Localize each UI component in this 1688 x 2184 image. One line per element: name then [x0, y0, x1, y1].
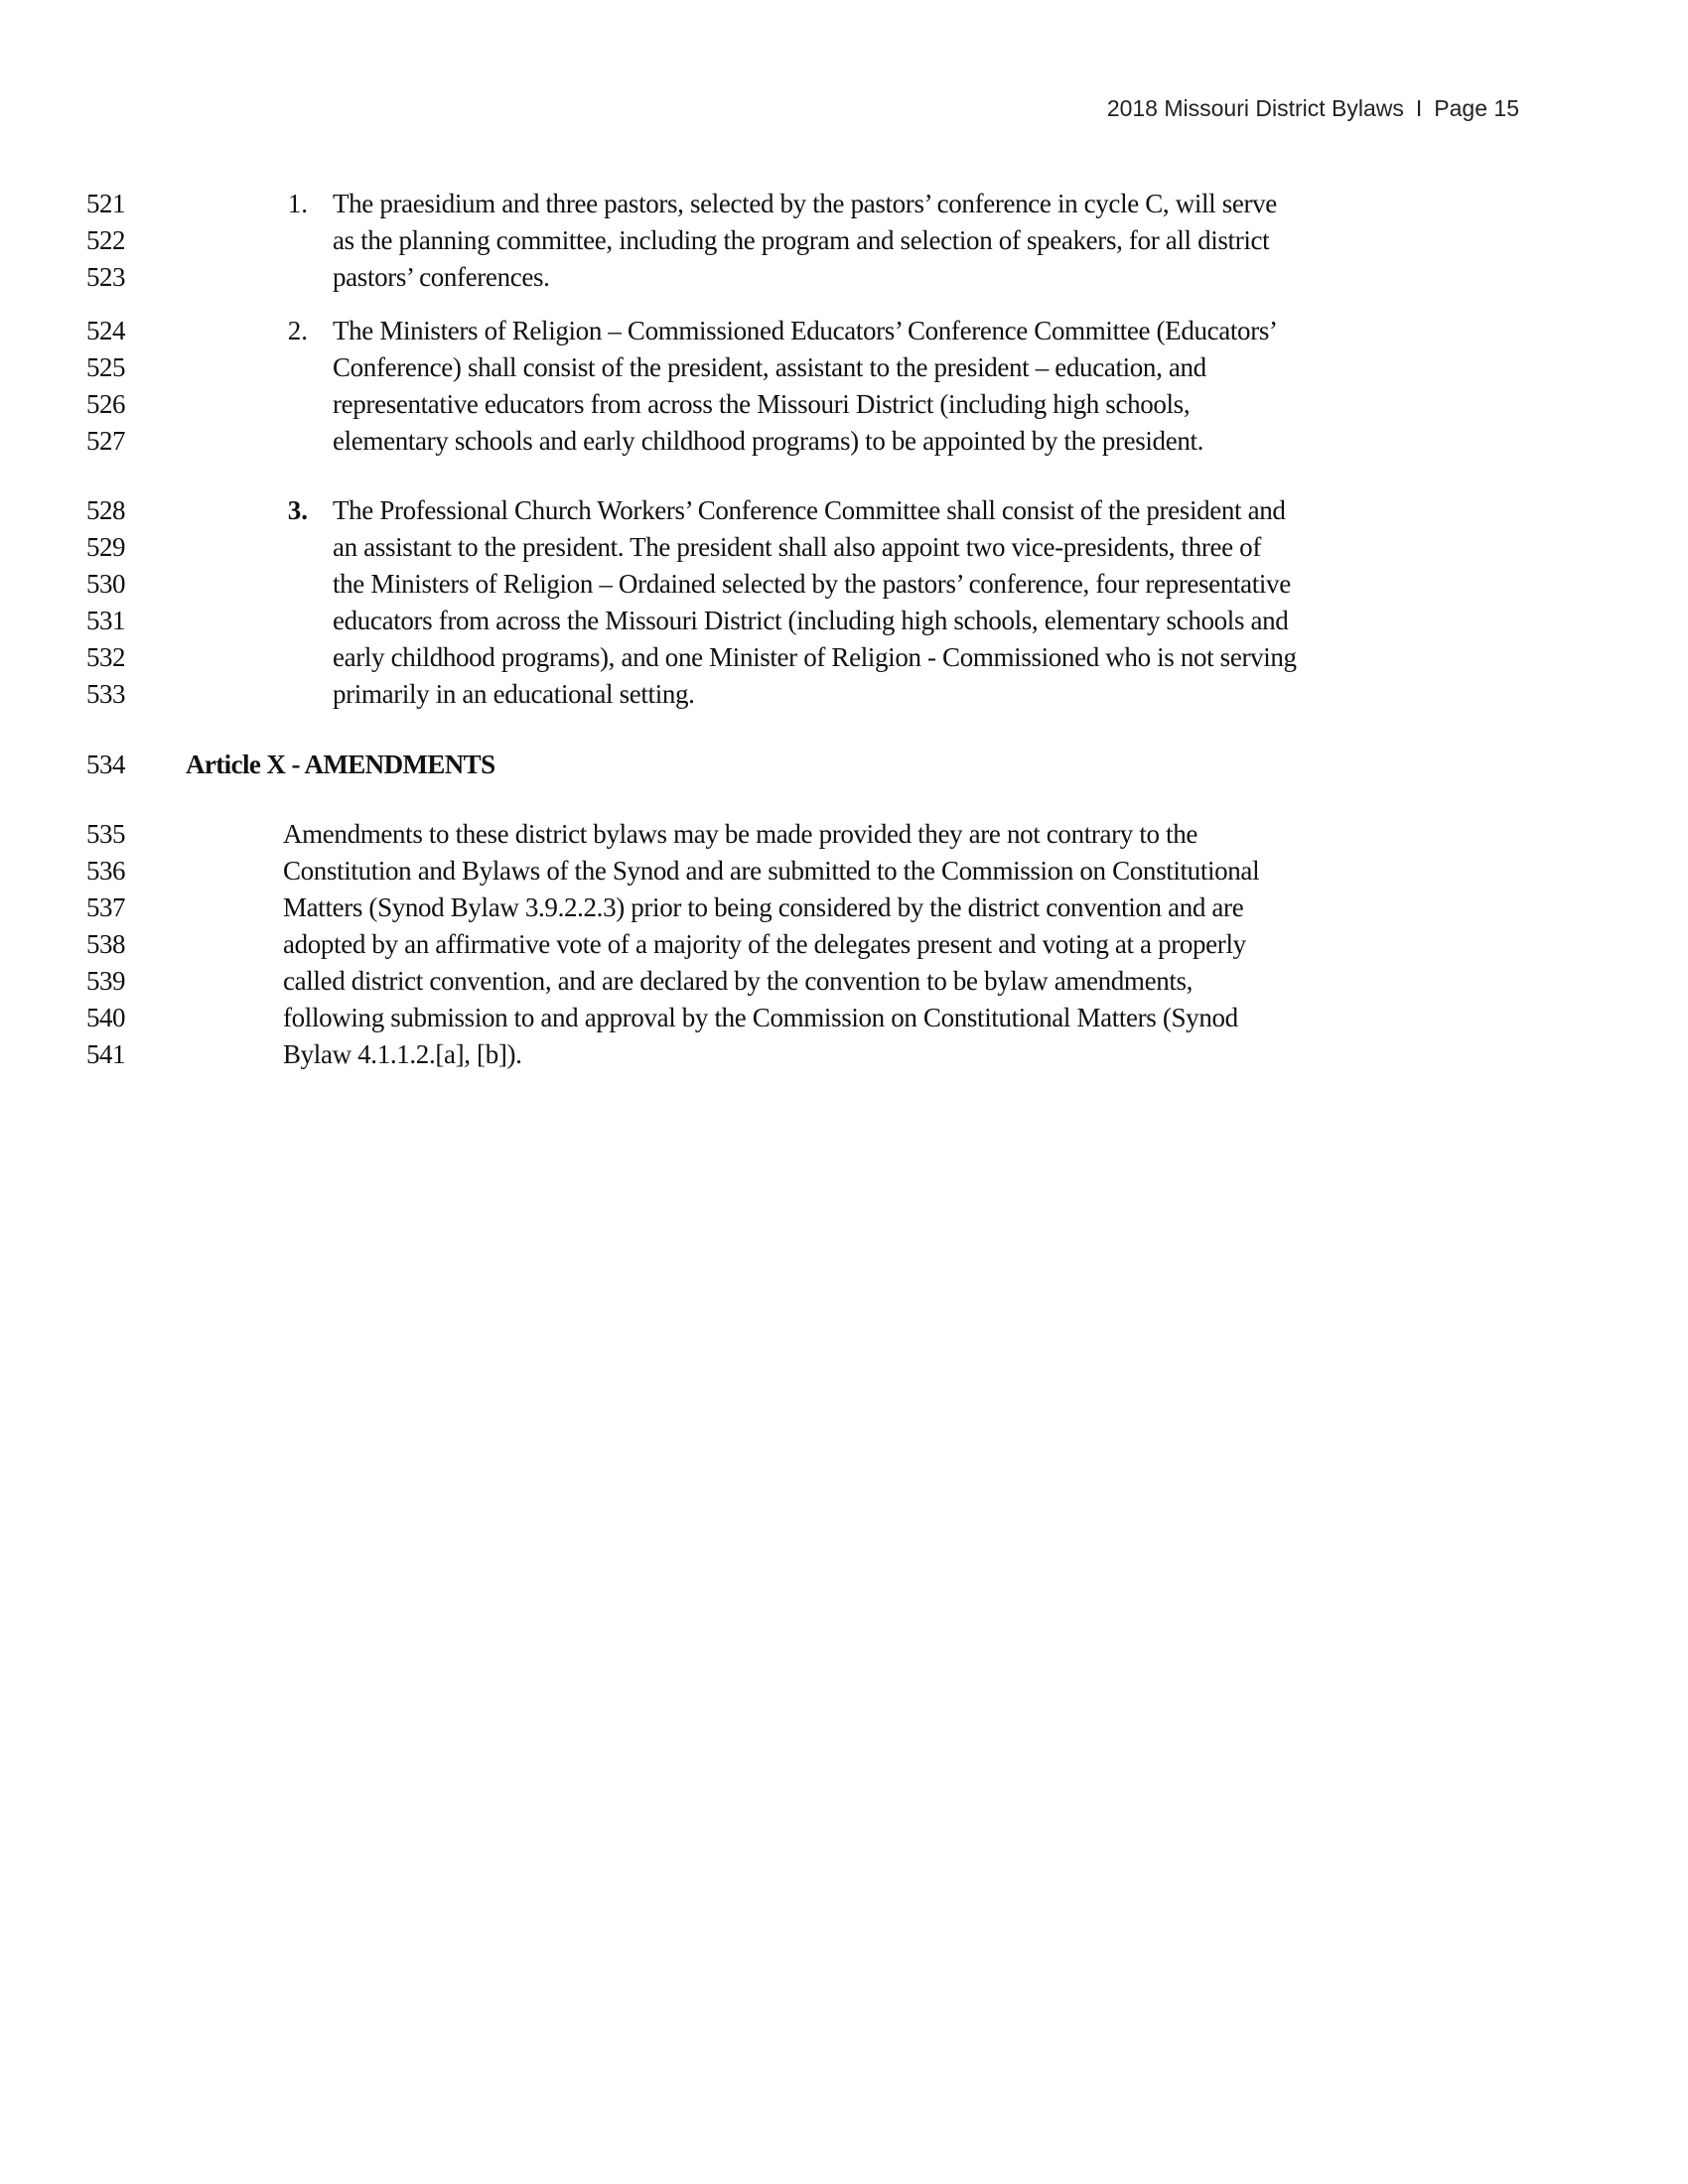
item-text: the Ministers of Religion – Ordained selected by the pastors’ conference, four representative [333, 569, 1291, 599]
item-text: Conference) shall consist of the president, assistant to the president – education, and [333, 352, 1206, 382]
line-number: 529 [86, 532, 125, 562]
line-number: 541 [86, 1039, 125, 1069]
paragraph-line [0, 926, 1688, 963]
numbered-item-line [0, 492, 1688, 529]
numbered-item-line [0, 676, 1688, 713]
line-number: 533 [86, 679, 125, 709]
numbered-item-line [0, 566, 1688, 603]
paragraph-text: Amendments to these district bylaws may be made provided they are not contrary to the [283, 819, 1197, 849]
paragraph-text: adopted by an affirmative vote of a majority of the delegates present and voting at a properly [283, 929, 1246, 959]
line-number: 522 [86, 225, 125, 255]
line-number: 524 [86, 316, 125, 345]
paragraph-text: following submission to and approval by the Commission on Constitutional Matters (Synod [283, 1003, 1238, 1032]
numbered-item-line [0, 386, 1688, 423]
article-heading-line [0, 747, 1688, 783]
item-text: educators from across the Missouri District (including high schools, elementary schools and [333, 606, 1289, 635]
numbered-item-line [0, 423, 1688, 460]
line-number: 530 [86, 569, 125, 599]
paragraph-line [0, 963, 1688, 1000]
line-number: 528 [86, 495, 125, 525]
paragraph-line [0, 889, 1688, 926]
page-header [1107, 95, 1519, 122]
item-text: elementary schools and early childhood programs) to be appointed by the president. [333, 426, 1204, 456]
line-number: 523 [86, 262, 125, 292]
paragraph-text: Matters (Synod Bylaw 3.9.2.2.3) prior to being considered by the district convention and are [283, 892, 1244, 922]
item-text: The Ministers of Religion – Commissioned Educators’ Conference Committee (Educators’ [333, 316, 1278, 345]
paragraph-line [0, 853, 1688, 889]
item-number: 1. [287, 189, 308, 218]
paragraph-line [0, 816, 1688, 853]
item-text: The praesidium and three pastors, selected by the pastors’ conference in cycle C, will serve [333, 189, 1277, 218]
numbered-item-line [0, 529, 1688, 566]
line-number: 521 [86, 189, 125, 218]
line-number: 535 [86, 819, 125, 849]
numbered-item-line [0, 603, 1688, 639]
line-number: 525 [86, 352, 125, 382]
line-number: 537 [86, 892, 125, 922]
line-number: 536 [86, 856, 125, 886]
numbered-item-line [0, 186, 1688, 222]
item-text: primarily in an educational setting. [333, 679, 695, 709]
numbered-item-line [0, 313, 1688, 349]
item-text: an assistant to the president. The president shall also appoint two vice-presidents, three of [333, 532, 1261, 562]
line-number: 532 [86, 642, 125, 672]
line-number: 527 [86, 426, 125, 456]
header-separator: I [1415, 95, 1423, 121]
item-text: representative educators from across the Missouri District (including high schools, [333, 389, 1191, 419]
paragraph-text: called district convention, and are declared by the convention to be bylaw amendments, [283, 966, 1194, 996]
numbered-item-line [0, 222, 1688, 259]
paragraph-line [0, 1036, 1688, 1073]
item-text: The Professional Church Workers’ Conference Committee shall consist of the president and [333, 495, 1286, 525]
item-text: early childhood programs), and one Minister of Religion - Commissioned who is not serving [333, 642, 1297, 672]
paragraph-text: Bylaw 4.1.1.2.[a], [b]). [283, 1039, 522, 1069]
numbered-item-line [0, 259, 1688, 296]
numbered-item-line [0, 349, 1688, 386]
line-number: 526 [86, 389, 125, 419]
numbered-item-line [0, 639, 1688, 676]
article-heading: Article X - AMENDMENTS [186, 750, 495, 779]
item-number: 3. [287, 495, 308, 525]
line-number: 539 [86, 966, 125, 996]
header-title: 2018 Missouri District Bylaws [1106, 95, 1404, 121]
line-number: 534 [86, 750, 125, 779]
item-text: pastors’ conferences. [333, 262, 550, 292]
paragraph-line [0, 1000, 1688, 1036]
item-text: as the planning committee, including the program and selection of speakers, for all district [333, 225, 1270, 255]
line-number: 531 [86, 606, 125, 635]
item-number: 2. [287, 316, 308, 345]
header-page-number: Page 15 [1434, 95, 1519, 121]
line-number: 540 [86, 1003, 125, 1032]
line-number: 538 [86, 929, 125, 959]
paragraph-text: Constitution and Bylaws of the Synod and are submitted to the Commission on Constitutional [283, 856, 1260, 886]
